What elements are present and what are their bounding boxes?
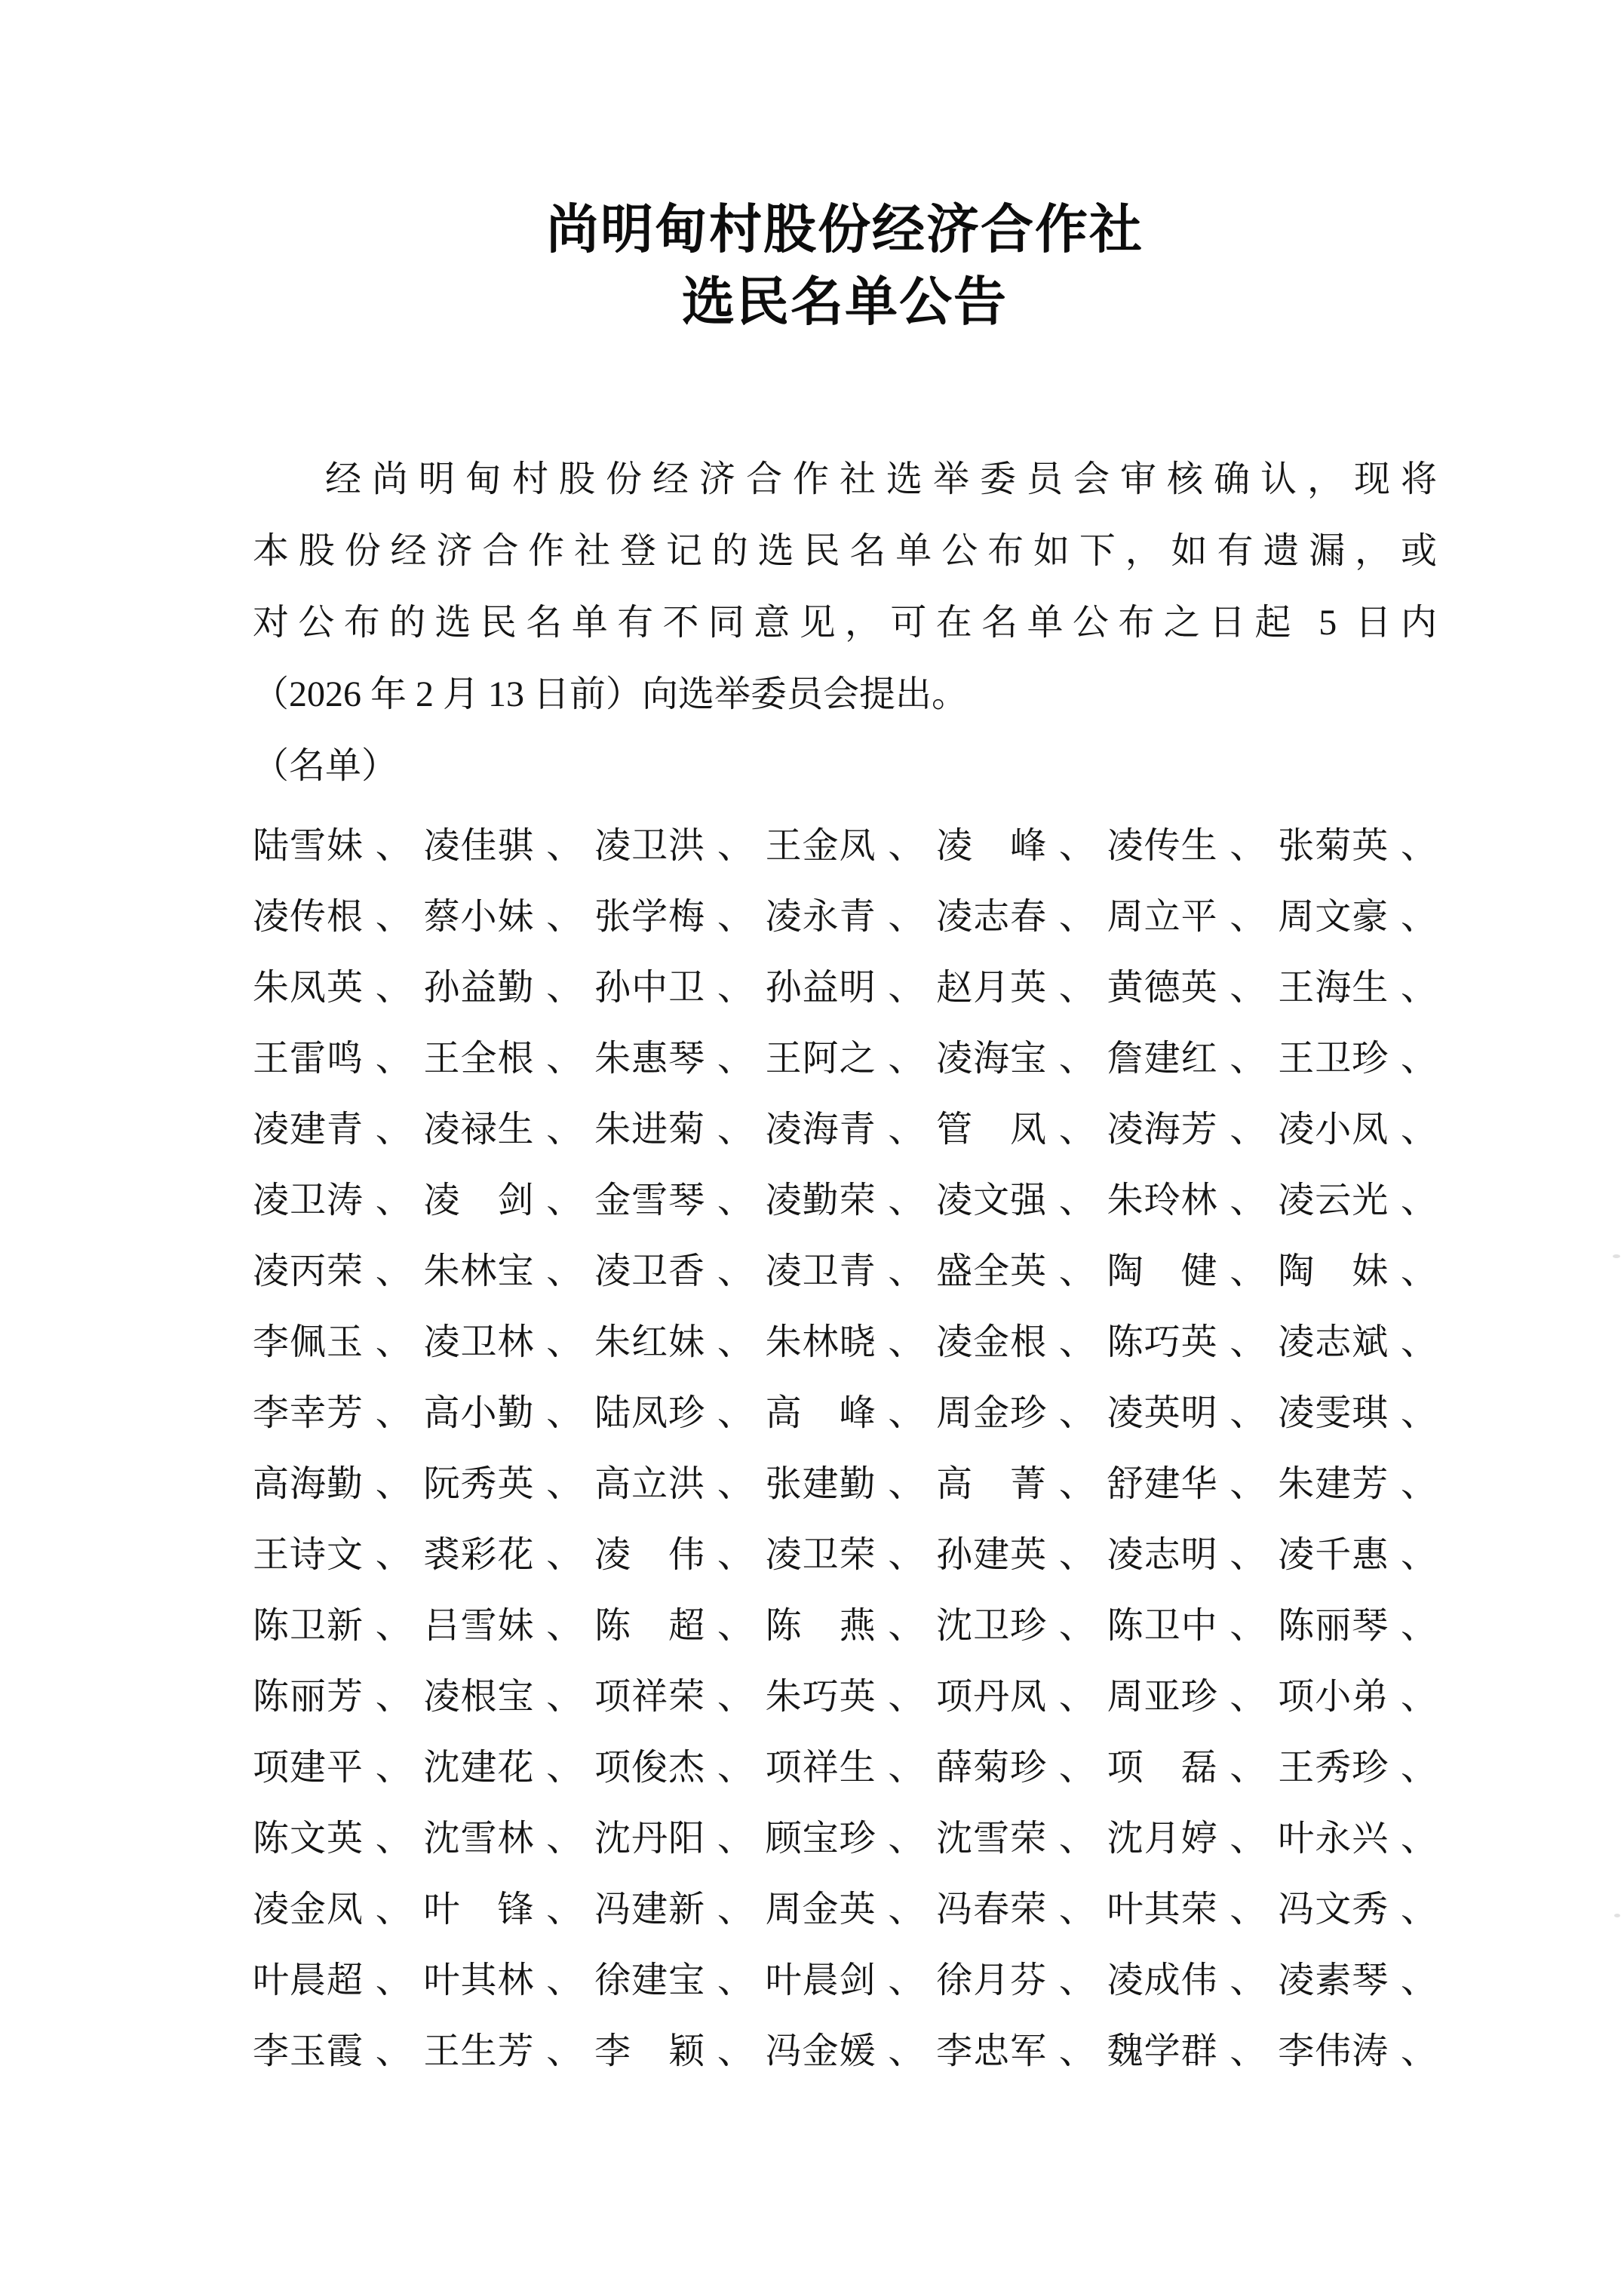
- name-row: [253, 1586, 1437, 1657]
- name-separator: 、: [375, 1889, 412, 1929]
- name-separator: 、: [1058, 896, 1095, 937]
- voter-name: 叶晨超: [253, 1960, 364, 2000]
- voter-name: 凌云光: [1278, 1180, 1389, 1220]
- name-separator: 、: [1400, 1605, 1437, 1646]
- voter-name: 孙中卫: [594, 967, 706, 1008]
- voter-name: 朱惠琴: [594, 1038, 706, 1079]
- voter-name: 朱玲林: [1107, 1180, 1218, 1220]
- voter-name: 詹建红: [1107, 1038, 1218, 1079]
- name-row: [253, 1303, 1437, 1374]
- name-separator: 、: [1058, 1109, 1095, 1150]
- name-row: [253, 1019, 1437, 1090]
- name-separator: 、: [717, 967, 754, 1008]
- voter-name: 凌雯琪: [1278, 1392, 1389, 1433]
- name-separator: 、: [546, 1463, 583, 1504]
- name-separator: 、: [375, 1251, 412, 1291]
- name-separator: 、: [1058, 1676, 1095, 1717]
- name-separator: 、: [1230, 1251, 1266, 1291]
- voter-name: 顾宝珍: [765, 1818, 876, 1859]
- voter-name: 凌建青: [253, 1109, 364, 1150]
- voter-name: 凌文强: [936, 1180, 1048, 1220]
- voter-name: 李忠军: [936, 2031, 1048, 2071]
- voter-name: 凌传根: [253, 896, 364, 937]
- name-row: [253, 1728, 1437, 1799]
- name-separator: 、: [546, 1038, 583, 1079]
- name-separator: 、: [717, 1960, 754, 2000]
- name-separator: 、: [1058, 1251, 1095, 1291]
- voter-name: 舒建华: [1107, 1463, 1218, 1504]
- voter-name: 陈巧英: [1107, 1322, 1218, 1362]
- document-title-line2: 选民名单公告: [682, 274, 1008, 332]
- name-separator: 、: [717, 1109, 754, 1150]
- name-separator: 、: [375, 1322, 412, 1362]
- name-separator: 、: [375, 1463, 412, 1504]
- voter-name: 凌千惠: [1278, 1534, 1389, 1575]
- name-separator: 、: [717, 1605, 754, 1646]
- voter-name: 李 颖: [594, 2031, 706, 2071]
- voter-name: 沈卫珍: [936, 1605, 1048, 1646]
- voter-name: 叶晨剑: [765, 1960, 876, 2000]
- name-separator: 、: [1230, 1322, 1266, 1362]
- name-separator: 、: [1400, 967, 1437, 1008]
- voter-name: 叶其荣: [1107, 1889, 1218, 1929]
- voter-name: 凌禄生: [423, 1109, 535, 1150]
- name-separator: 、: [375, 1109, 412, 1150]
- name-separator: 、: [888, 1038, 925, 1079]
- voter-name: 凌 峰: [936, 825, 1048, 866]
- name-separator: 、: [1058, 1747, 1095, 1788]
- voter-name: 王海生: [1278, 967, 1389, 1008]
- name-separator: 、: [375, 1676, 412, 1717]
- name-separator: 、: [375, 967, 412, 1008]
- name-row: [253, 1090, 1437, 1161]
- name-row: [253, 877, 1437, 948]
- voter-name: 凌勤荣: [765, 1180, 876, 1220]
- name-separator: 、: [888, 2031, 925, 2071]
- name-separator: 、: [1400, 825, 1437, 866]
- name-separator: 、: [1058, 1889, 1095, 1929]
- voter-name: 凌卫香: [594, 1251, 706, 1291]
- document-title: [253, 195, 1437, 339]
- voter-name: 凌成伟: [1107, 1960, 1218, 2000]
- name-separator: 、: [546, 1605, 583, 1646]
- name-separator: 、: [1230, 1818, 1266, 1859]
- name-separator: 、: [375, 1534, 412, 1575]
- voter-name: 叶永兴: [1278, 1818, 1389, 1859]
- name-separator: 、: [888, 1392, 925, 1433]
- voter-name: 凌金根: [936, 1322, 1048, 1362]
- voter-name: 王阿之: [765, 1038, 876, 1079]
- voter-name: 凌素琴: [1278, 1960, 1389, 2000]
- name-separator: 、: [375, 1960, 412, 2000]
- voter-name: 凌根宝: [423, 1676, 535, 1717]
- voter-name: 阮秀英: [423, 1463, 535, 1504]
- voter-name: 凌志斌: [1278, 1322, 1389, 1362]
- voter-name: 李伟涛: [1278, 2031, 1389, 2071]
- name-separator: 、: [546, 2031, 583, 2071]
- voter-name: 凌卫林: [423, 1322, 535, 1362]
- voter-name: 凌卫荣: [765, 1534, 876, 1575]
- name-separator: 、: [546, 1747, 583, 1788]
- voter-name: 王金凤: [765, 825, 876, 866]
- voter-name: 盛全英: [936, 1251, 1048, 1291]
- name-separator: 、: [1058, 1534, 1095, 1575]
- name-separator: 、: [1058, 1818, 1095, 1859]
- voter-name: 项俊杰: [594, 1747, 706, 1788]
- voter-name: 张学梅: [594, 896, 706, 937]
- voter-name: 黄德英: [1107, 967, 1218, 1008]
- name-separator: 、: [1058, 967, 1095, 1008]
- voter-name: 项祥荣: [594, 1676, 706, 1717]
- name-row: [253, 1657, 1437, 1728]
- name-separator: 、: [1400, 1889, 1437, 1929]
- name-separator: 、: [1058, 1463, 1095, 1504]
- name-separator: 、: [717, 1534, 754, 1575]
- voter-name: 凌海芳: [1107, 1109, 1218, 1150]
- voter-name: 陆雪妹: [253, 825, 364, 866]
- name-separator: 、: [888, 1180, 925, 1220]
- name-separator: 、: [1230, 1605, 1266, 1646]
- name-separator: 、: [546, 1818, 583, 1859]
- name-separator: 、: [546, 1676, 583, 1717]
- name-separator: 、: [717, 1676, 754, 1717]
- name-separator: 、: [1058, 1960, 1095, 2000]
- name-separator: 、: [546, 825, 583, 866]
- name-separator: 、: [1058, 1038, 1095, 1079]
- voter-name: 李玉霞: [253, 2031, 364, 2071]
- voter-name: 王生芳: [423, 2031, 535, 2071]
- name-separator: 、: [375, 1180, 412, 1220]
- voter-name: 凌 剑: [423, 1180, 535, 1220]
- voter-name: 朱凤英: [253, 967, 364, 1008]
- voter-name: 陶 妹: [1278, 1251, 1389, 1291]
- name-row: [253, 1374, 1437, 1444]
- voter-name: 李佩玉: [253, 1322, 364, 1362]
- name-separator: 、: [1400, 1038, 1437, 1079]
- voter-name: 徐建宝: [594, 1960, 706, 2000]
- voter-name: 张菊英: [1278, 825, 1389, 866]
- voter-name: 项祥生: [765, 1747, 876, 1788]
- voter-name: 管 凤: [936, 1109, 1048, 1150]
- name-row: [253, 806, 1437, 877]
- name-separator: 、: [888, 1960, 925, 2000]
- voter-name: 凌志明: [1107, 1534, 1218, 1575]
- voter-name: 陈卫中: [1107, 1605, 1218, 1646]
- name-separator: 、: [888, 1818, 925, 1859]
- name-row: [253, 1232, 1437, 1303]
- name-separator: 、: [888, 1534, 925, 1575]
- voter-name: 沈丹阳: [594, 1818, 706, 1859]
- name-row: [253, 2012, 1437, 2083]
- name-separator: 、: [1058, 1180, 1095, 1220]
- name-separator: 、: [1400, 1251, 1437, 1291]
- name-separator: 、: [1230, 1392, 1266, 1433]
- voter-name: 朱红妹: [594, 1322, 706, 1362]
- voter-name: 朱进菊: [594, 1109, 706, 1150]
- name-separator: 、: [546, 1180, 583, 1220]
- name-row: [253, 1515, 1437, 1586]
- voter-name: 陈 燕: [765, 1605, 876, 1646]
- voter-name: 陈文英: [253, 1818, 364, 1859]
- name-separator: 、: [546, 1392, 583, 1433]
- name-separator: 、: [375, 1747, 412, 1788]
- voter-name: 孙建英: [936, 1534, 1048, 1575]
- voter-name: 高小勤: [423, 1392, 535, 1433]
- name-separator: 、: [717, 1251, 754, 1291]
- voter-name: 冯春荣: [936, 1889, 1048, 1929]
- voter-name: 王诗文: [253, 1534, 364, 1575]
- voter-name: 项丹凤: [936, 1676, 1048, 1717]
- name-separator: 、: [375, 825, 412, 866]
- voter-name: 孙益明: [765, 967, 876, 1008]
- name-separator: 、: [546, 1889, 583, 1929]
- name-row: [253, 1870, 1437, 1941]
- name-separator: 、: [888, 1605, 925, 1646]
- voter-name: 凌传生: [1107, 825, 1218, 866]
- voter-name: 徐月芬: [936, 1960, 1048, 2000]
- name-separator: 、: [1400, 1322, 1437, 1362]
- name-separator: 、: [1400, 1676, 1437, 1717]
- list-label: （名单）: [253, 746, 398, 786]
- voter-name: 凌金凤: [253, 1889, 364, 1929]
- name-separator: 、: [888, 1463, 925, 1504]
- name-separator: 、: [1400, 1960, 1437, 2000]
- voter-name: 朱建芳: [1278, 1463, 1389, 1504]
- name-separator: 、: [888, 1109, 925, 1150]
- voter-name: 王雷鸣: [253, 1038, 364, 1079]
- voter-name: 凌卫青: [765, 1251, 876, 1291]
- name-separator: 、: [717, 1818, 754, 1859]
- voter-name: 朱林宝: [423, 1251, 535, 1291]
- name-separator: 、: [1230, 1676, 1266, 1717]
- voter-name: 叶其林: [423, 1960, 535, 2000]
- voter-name: 周金英: [765, 1889, 876, 1929]
- name-separator: 、: [888, 1747, 925, 1788]
- name-row: [253, 1799, 1437, 1870]
- voter-name-list: [253, 806, 1437, 2083]
- name-separator: 、: [1230, 2031, 1266, 2071]
- voter-name: 吕雪妹: [423, 1605, 535, 1646]
- voter-name: 朱林晓: [765, 1322, 876, 1362]
- name-separator: 、: [1400, 2031, 1437, 2071]
- name-separator: 、: [1230, 967, 1266, 1008]
- voter-name: 周文豪: [1278, 896, 1389, 937]
- name-separator: 、: [888, 896, 925, 937]
- name-separator: 、: [1058, 1322, 1095, 1362]
- voter-name: 项小弟: [1278, 1676, 1389, 1717]
- voter-name: 项建平: [253, 1747, 364, 1788]
- voter-name: 凌 伟: [594, 1534, 706, 1575]
- name-separator: 、: [1230, 1038, 1266, 1079]
- name-separator: 、: [1400, 1463, 1437, 1504]
- name-separator: 、: [546, 1534, 583, 1575]
- voter-name: 陈丽芳: [253, 1676, 364, 1717]
- name-separator: 、: [546, 896, 583, 937]
- name-separator: 、: [1400, 1534, 1437, 1575]
- voter-name: 凌丙荣: [253, 1251, 364, 1291]
- voter-name: 凌卫洪: [594, 825, 706, 866]
- name-separator: 、: [546, 1960, 583, 2000]
- name-separator: 、: [717, 896, 754, 937]
- name-separator: 、: [1400, 1747, 1437, 1788]
- name-separator: 、: [1230, 1180, 1266, 1220]
- voter-name: 陆凤珍: [594, 1392, 706, 1433]
- name-separator: 、: [1400, 1109, 1437, 1150]
- voter-name: 薛菊珍: [936, 1747, 1048, 1788]
- announcement-paragraph: [253, 444, 1437, 802]
- name-separator: 、: [375, 2031, 412, 2071]
- paragraph-line-4: （2026 年 2 月 13 日前）向选举委员会提出。: [253, 674, 969, 714]
- name-separator: 、: [1230, 1109, 1266, 1150]
- name-separator: 、: [1230, 825, 1266, 866]
- voter-name: 孙益勤: [423, 967, 535, 1008]
- voter-name: 魏学群: [1107, 2031, 1218, 2071]
- document-title-line1: 尚明甸村股份经济合作社: [546, 201, 1144, 259]
- name-row: [253, 1941, 1437, 2012]
- name-separator: 、: [546, 1109, 583, 1150]
- name-separator: 、: [717, 2031, 754, 2071]
- name-separator: 、: [1230, 896, 1266, 937]
- voter-name: 沈月婷: [1107, 1818, 1218, 1859]
- voter-name: 冯建新: [594, 1889, 706, 1929]
- name-separator: 、: [717, 1392, 754, 1433]
- name-separator: 、: [375, 1392, 412, 1433]
- name-separator: 、: [1230, 1534, 1266, 1575]
- name-separator: 、: [1400, 1392, 1437, 1433]
- voter-name: 王全根: [423, 1038, 535, 1079]
- voter-name: 凌海宝: [936, 1038, 1048, 1079]
- voter-name: 沈雪林: [423, 1818, 535, 1859]
- paragraph-line-2: 本股份经济合作社登记的选民名单公布如下，如有遗漏，或: [253, 531, 1437, 571]
- name-separator: 、: [888, 825, 925, 866]
- name-separator: 、: [1230, 1889, 1266, 1929]
- scan-artifact: [1613, 1254, 1620, 1258]
- voter-name: 项 磊: [1107, 1747, 1218, 1788]
- name-separator: 、: [717, 1889, 754, 1929]
- scan-artifact: [1614, 1914, 1620, 1917]
- voter-name: 沈雪荣: [936, 1818, 1048, 1859]
- voter-name: 沈建花: [423, 1747, 535, 1788]
- name-separator: 、: [375, 1038, 412, 1079]
- voter-name: 凌卫涛: [253, 1180, 364, 1220]
- document-content: [253, 0, 1437, 2083]
- voter-name: 高 菁: [936, 1463, 1048, 1504]
- name-separator: 、: [1058, 825, 1095, 866]
- name-separator: 、: [888, 1251, 925, 1291]
- voter-name: 金雪琴: [594, 1180, 706, 1220]
- name-separator: 、: [717, 1180, 754, 1220]
- name-row: [253, 948, 1437, 1019]
- voter-name: 凌志春: [936, 896, 1048, 937]
- voter-name: 陈卫新: [253, 1605, 364, 1646]
- voter-name: 凌海青: [765, 1109, 876, 1150]
- voter-name: 裘彩花: [423, 1534, 535, 1575]
- voter-name: 周金珍: [936, 1392, 1048, 1433]
- name-separator: 、: [375, 1605, 412, 1646]
- name-separator: 、: [1058, 2031, 1095, 2071]
- name-separator: 、: [717, 825, 754, 866]
- voter-name: 陈丽琴: [1278, 1605, 1389, 1646]
- voter-name: 赵月英: [936, 967, 1048, 1008]
- name-separator: 、: [1400, 896, 1437, 937]
- voter-name: 蔡小妹: [423, 896, 535, 937]
- name-separator: 、: [888, 1676, 925, 1717]
- name-separator: 、: [1230, 1960, 1266, 2000]
- name-separator: 、: [1400, 1818, 1437, 1859]
- name-separator: 、: [717, 1038, 754, 1079]
- name-separator: 、: [1230, 1463, 1266, 1504]
- name-separator: 、: [888, 1322, 925, 1362]
- name-separator: 、: [375, 896, 412, 937]
- name-separator: 、: [1400, 1180, 1437, 1220]
- voter-name: 陈 超: [594, 1605, 706, 1646]
- name-separator: 、: [888, 1889, 925, 1929]
- paragraph-line-3: 对公布的选民名单有不同意见，可在名单公布之日起 5 日内: [253, 603, 1437, 643]
- paragraph-line-1: 经尚明甸村股份经济合作社选举委员会审核确认，现将: [325, 459, 1437, 499]
- name-separator: 、: [1230, 1747, 1266, 1788]
- voter-name: 凌小凤: [1278, 1109, 1389, 1150]
- name-row: [253, 1161, 1437, 1232]
- name-separator: 、: [546, 1251, 583, 1291]
- voter-name: 王秀珍: [1278, 1747, 1389, 1788]
- voter-name: 冯文秀: [1278, 1889, 1389, 1929]
- voter-name: 朱巧英: [765, 1676, 876, 1717]
- voter-name: 周亚珍: [1107, 1676, 1218, 1717]
- voter-name: 凌英明: [1107, 1392, 1218, 1433]
- voter-name: 王卫珍: [1278, 1038, 1389, 1079]
- name-separator: 、: [717, 1322, 754, 1362]
- name-separator: 、: [717, 1747, 754, 1788]
- voter-name: 凌永青: [765, 896, 876, 937]
- name-separator: 、: [1058, 1392, 1095, 1433]
- voter-name: 高立洪: [594, 1463, 706, 1504]
- voter-name: 叶 锋: [423, 1889, 535, 1929]
- name-separator: 、: [888, 967, 925, 1008]
- name-separator: 、: [546, 1322, 583, 1362]
- voter-name: 陶 健: [1107, 1251, 1218, 1291]
- voter-name: 高海勤: [253, 1463, 364, 1504]
- name-separator: 、: [375, 1818, 412, 1859]
- voter-name: 高 峰: [765, 1392, 876, 1433]
- voter-name: 张建勤: [765, 1463, 876, 1504]
- name-separator: 、: [546, 967, 583, 1008]
- name-separator: 、: [1058, 1605, 1095, 1646]
- voter-name: 周立平: [1107, 896, 1218, 937]
- voter-name: 凌佳骐: [423, 825, 535, 866]
- name-row: [253, 1444, 1437, 1515]
- name-separator: 、: [717, 1463, 754, 1504]
- voter-name: 冯金媛: [765, 2031, 876, 2071]
- voter-name: 李幸芳: [253, 1392, 364, 1433]
